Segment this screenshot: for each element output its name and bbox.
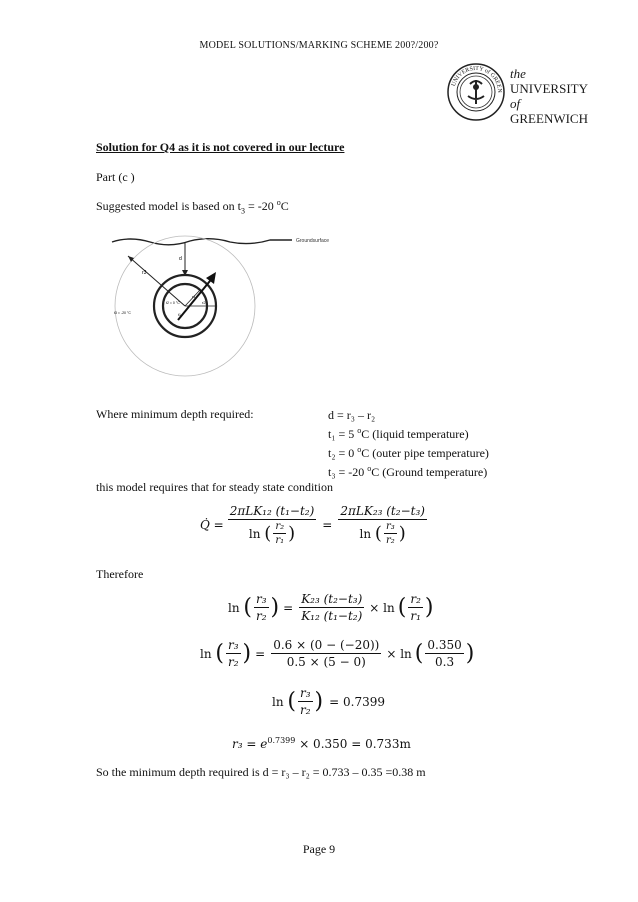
equation-substituted: ln ( $\frac{\text{r₃}}{\text{r₂}}$ ) = $\frac{0.6 \times (0 - (-20))}{0.5 \times (5 - 0)}$ × ln ( $\frac{0.350}{0.3}$ ) [200,638,475,669]
ground-surface-label: Groundsurface [296,238,330,244]
logo-line-greenwich: GREENWICH [510,111,588,126]
r3-arrow [128,256,185,306]
page-header: MODEL SOLUTIONS/MARKING SCHEME 200?/200? [199,40,439,51]
buried-pipe-figure [110,228,370,388]
svg-text:t2 = 0 °C: t2 = 0 °C [166,301,180,305]
logo-line-the: the [510,66,526,81]
heat-flow-arrow [178,276,214,320]
svg-text:r3: r3 [142,270,147,276]
steady-state-text: this model requires that for steady state condition [96,480,333,494]
svg-text:r1: r1 [192,294,196,299]
part-label: Part (c ) [96,170,135,184]
def-t1: t₁ = 5 $^o$C (liquid temperature) [328,426,469,441]
page-number: Page 9 [302,842,336,856]
def-t2: t₂ = 0 $^o$C (outer pipe temperature) [328,445,489,460]
svg-text:UNIVERSITY of GREENWICH: UNIVERSITY of GREEN [450,65,503,93]
def-t3: t₃ = -20 $^o$C (Ground temperature) [328,464,488,479]
svg-text:d: d [179,256,182,262]
logo-line-university: UNIVERSITY [510,81,588,96]
logo-line-of: of [510,96,521,111]
equation-heat-flow: Q̇ = 2πLK₁₂ (t₁−t₂) ln ( $\frac{\text{r₂}}{\text{r₁}}$ ) = 2πLK₂₃ (t₂−t₃) ln ( $\frac{\text{r₃}}{\text{r₂}}$ ) [200,504,425,546]
where-label: Where minimum depth required: [96,407,254,421]
svg-text:t3 = -20 °C: t3 = -20 °C [114,311,131,315]
equation-r3-result: $r_3 = e^{0.7399} \times 0.350 = 0.733m$ [232,736,411,751]
suggested-model-text: Suggested model is based on $t_3 = -20$ $^o$C [96,198,289,216]
where-definitions [328,407,489,480]
therefore-text: Therefore [96,567,144,581]
svg-text:t1: t1 [178,313,181,317]
equation-ln-result: ln ( $\frac{\text{r₃}}{\text{r₂}}$ ) = 0.7399 [272,686,385,717]
ground-surface-line [112,239,292,245]
conclusion-text: So the minimum depth required is d = r₃ – r₂ = 0.733 – 0.35 =0.38 m [96,765,426,779]
def-d: d = r₃ – r₂ [328,408,376,422]
university-seal-icon [446,62,506,122]
equation-ln-ratio: ln ( $\frac{\text{r₃}}{\text{r₂}}$ ) = $\frac{\text{K₂₃ (t₂−t₃)}}{\text{K₁₂ (t₁−t₂)}}$ × ln ( $\frac{\text{r₂}}{\text{r₁}}$ ) [228,592,434,623]
section-title: Solution for Q4 as it is not covered in our lecture [96,140,345,154]
svg-text:r2: r2 [202,300,206,305]
